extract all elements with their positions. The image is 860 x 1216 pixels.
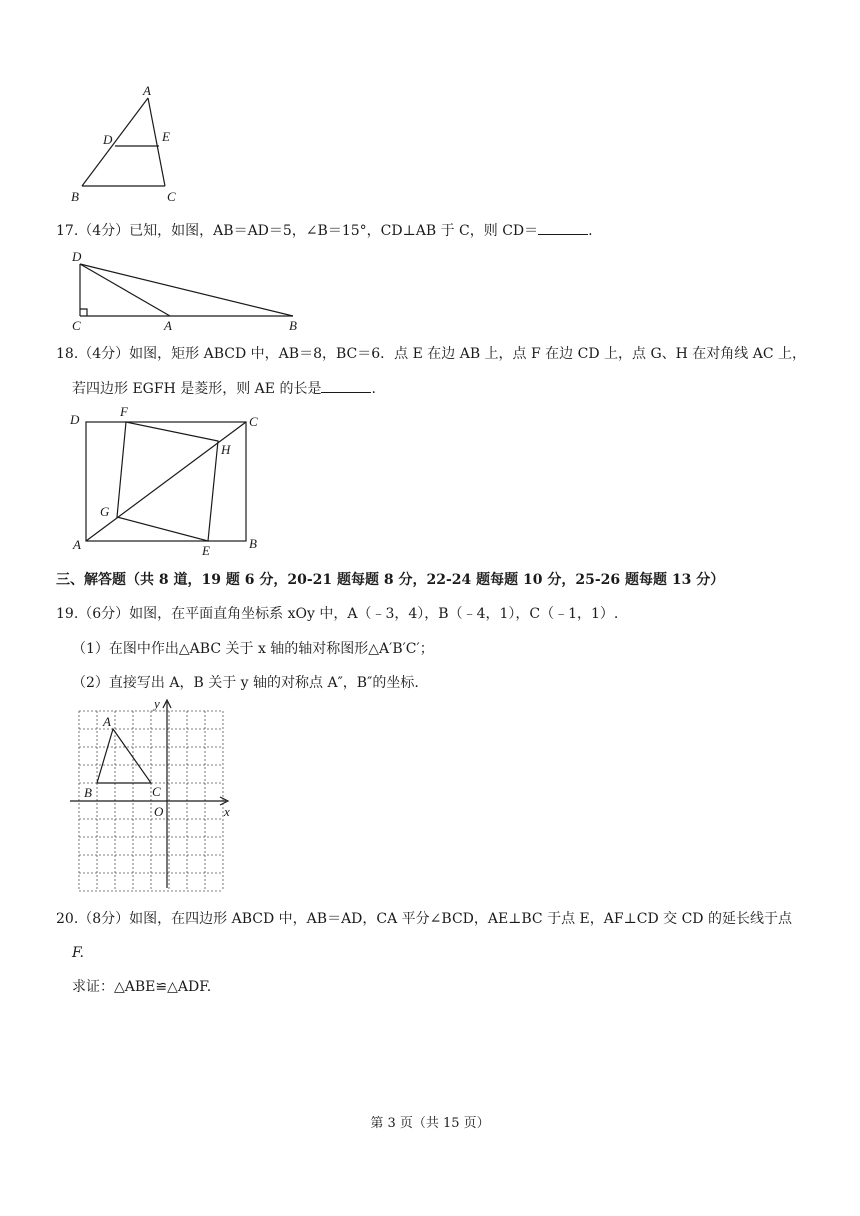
label-G: G <box>100 504 110 519</box>
label-F: F <box>120 404 128 419</box>
q18-text: 若四边形 EGFH 是菱形，则 AE 的长是 <box>72 381 322 397</box>
q18-answer-blank[interactable] <box>321 380 371 393</box>
label-E: E <box>202 543 210 558</box>
question-18-line1: 18.（4分）如图，矩形 ABCD 中，AB＝8，BC＝6．点 E 在边 AB 上，点 F 在边 CD 上，点 G、H 在对角线 AC 上， <box>56 346 807 362</box>
section-3-heading: 三、解答题（共 8 道，19 题 6 分，20-21 题每题 8 分，22-24 题每题 10 分，25-26 题每题 13 分） <box>56 572 725 588</box>
figure-19-coordinate-grid <box>66 696 242 892</box>
label-B: B <box>289 318 297 333</box>
figure-17-triangle <box>60 248 310 336</box>
label-y: y <box>154 696 160 711</box>
question-19-part2: （2）直接写出 A，B 关于 y 轴的对称点 A″，B″的坐标. <box>72 675 419 691</box>
label-B: B <box>71 189 79 204</box>
page-footer: 第 3 页（共 15 页） <box>370 1116 490 1131</box>
label-A: A <box>143 83 151 98</box>
label-A: A <box>164 318 172 333</box>
question-19-part1: （1）在图中作出△ABC 关于 x 轴的轴对称图形△A′B′C′； <box>72 641 434 657</box>
label-D: D <box>103 132 113 147</box>
label-B: B <box>84 785 92 800</box>
label-D: D <box>70 412 80 427</box>
question-20-line2: F. <box>72 945 84 961</box>
label-O: O <box>154 804 164 819</box>
question-20-proof: 求证：△ABE≌△ADF. <box>72 979 212 995</box>
figure-18-rectangle <box>64 404 274 562</box>
label-B: B <box>249 536 257 551</box>
question-19: 19.（6分）如图，在平面直角坐标系 xOy 中，A（﹣3，4），B（﹣4，1），C（﹣1，1）. <box>56 606 619 622</box>
label-C: C <box>72 318 81 333</box>
label-x: x <box>224 804 230 819</box>
label-C: C <box>167 189 176 204</box>
question-18-line2 <box>72 380 376 398</box>
label-A: A <box>73 537 81 552</box>
figure-16-triangle <box>60 82 200 206</box>
question-17 <box>56 222 593 240</box>
q17-text: 17.（4分）已知，如图，AB＝AD＝5，∠B＝15°，CD⊥AB 于 C，则 CD＝ <box>56 223 539 239</box>
q18-end: . <box>371 381 376 397</box>
label-E: E <box>162 129 170 144</box>
label-D: D <box>72 249 82 264</box>
label-H: H <box>221 442 231 457</box>
question-20-line1: 20.（8分）如图，在四边形 ABCD 中，AB＝AD，CA 平分∠BCD，AE⊥BC 于点 E，AF⊥CD 交 CD 的延长线于点 <box>56 911 792 927</box>
q17-answer-blank[interactable] <box>538 222 588 235</box>
q17-end: . <box>588 223 593 239</box>
label-A: A <box>103 714 111 729</box>
label-C: C <box>152 784 161 799</box>
label-C: C <box>249 414 258 429</box>
